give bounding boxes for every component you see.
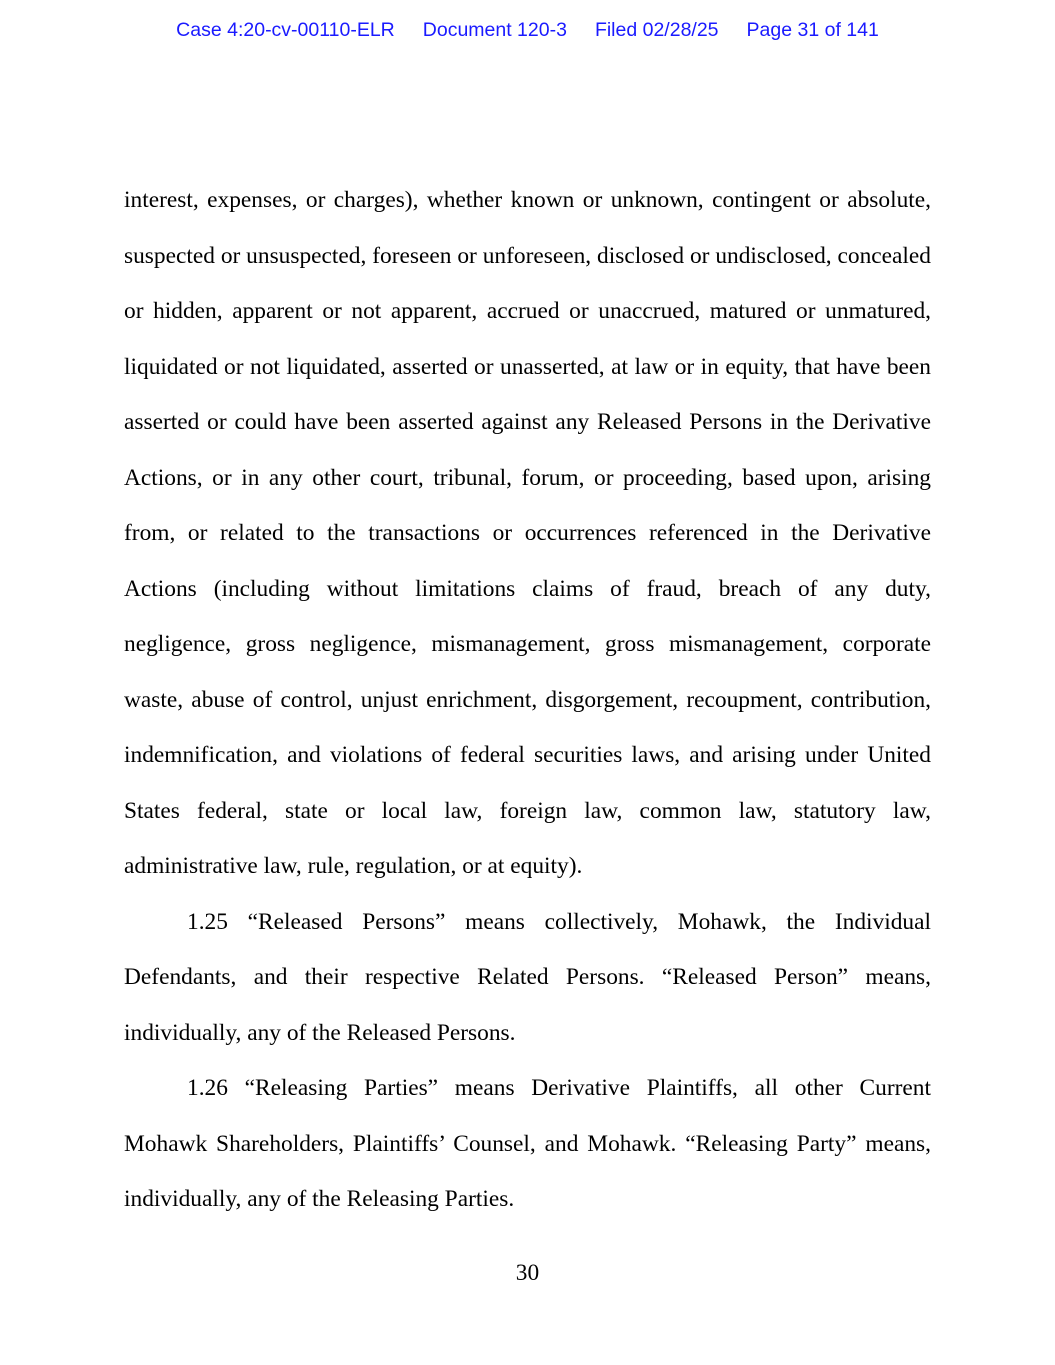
section-1-25: 1.25 “Released Persons” means collectively, Mohawk, the Individual Defendants, and their respective Related Persons. “Released Person” means, individually, any of the Released Persons.: [124, 908, 931, 1046]
document-body: [124, 173, 931, 1228]
document-number: Document 120-3: [422, 19, 567, 41]
filing-header: [0, 19, 1055, 42]
page-number: 30: [515, 1260, 540, 1286]
filed-date: Filed 02/28/25: [594, 19, 719, 41]
continued-paragraph: interest, expenses, or charges), whether known or unknown, contingent or absolute, suspected or unsuspected, foreseen or unforeseen, disclosed or undisclosed, concealed or hidden, apparent or not apparent, accrued or unaccrued, matured or unmatured, liquidated or not liquidated, asserted or unasserted, at law or in equity, that have been asserted or could have been asserted against any Released Persons in the Derivative Actions, or in any other court, tribunal, forum, or proceeding, based upon, arising from, or related to the transactions or occurrences referenced in the Derivative Actions (including without limitations claims of fraud, breach of any duty, negligence, gross negligence, mismanagement, gross mismanagement, corporate waste, abuse of control, unjust enrichment, disgorgement, recoupment, contribution, indemnification, and violations of federal securities laws, and arising under United States federal, state or local law, foreign law, common law, statutory law, administrative law, rule, regulation, or at equity).: [124, 187, 931, 879]
page-count: Page 31 of 141: [746, 19, 879, 41]
section-1-26: 1.26 “Releasing Parties” means Derivative Plaintiffs, all other Current Mohawk Shareholders, Plaintiffs’ Counsel, and Mohawk. “Releasing Party” means, individually, any of the Releasing Parties.: [124, 1075, 931, 1212]
case-number: Case 4:20-cv-00110-ELR: [176, 19, 395, 41]
